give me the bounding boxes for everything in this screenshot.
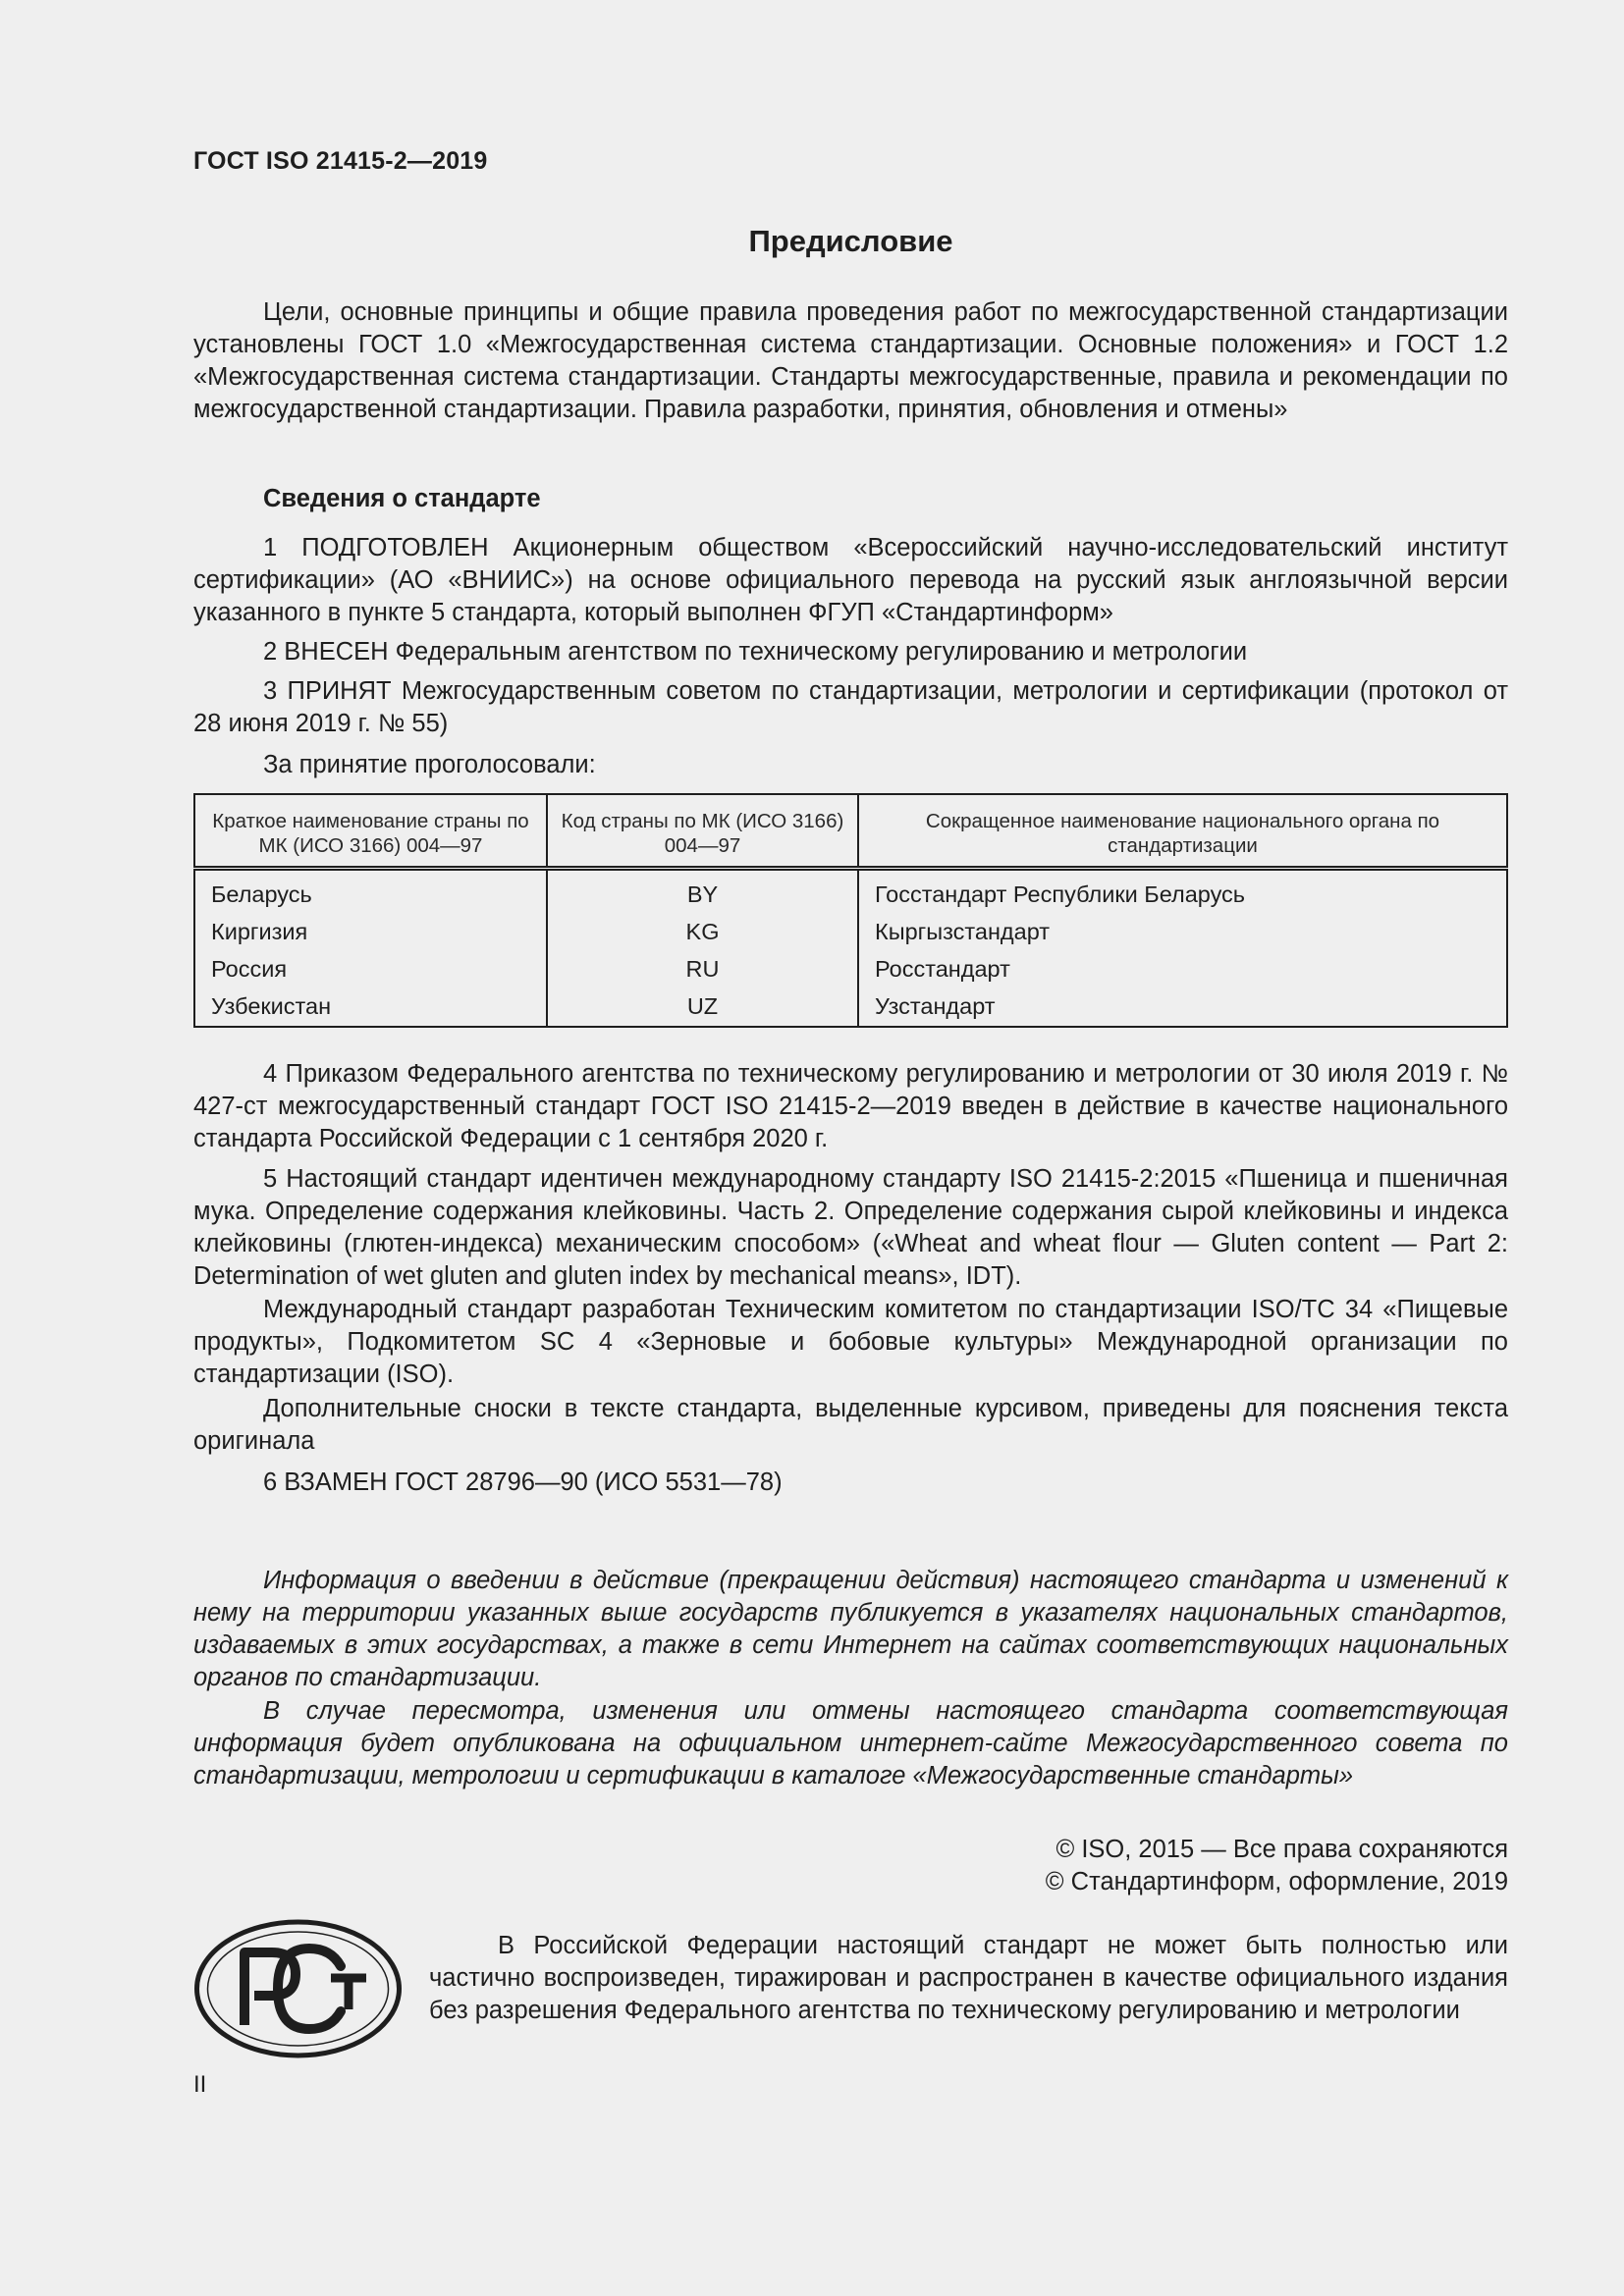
cell-code: RU <box>547 950 858 988</box>
table-row <box>194 869 1507 914</box>
cell-body: Узстандарт <box>858 988 1507 1027</box>
copyright-iso: © ISO, 2015 — Все права сохраняются <box>1056 1836 1508 1863</box>
item-5-footnotes: Дополнительные сноски в тексте стандарта, выделенные курсивом, приведены для пояснения текста оригинала <box>193 1395 1508 1455</box>
info-paragraph-2: В случае пересмотра, изменения или отмены настоящего стандарта соответствующая информация будет опубликована на официальном интернет-сайте Межгосударственного совета по стандартизации, метрологии и сертификации в каталоге «Межгосударственные стандарты» <box>193 1697 1508 1789</box>
table-row <box>194 988 1507 1027</box>
page-number: II <box>193 2071 207 2098</box>
info-paragraph-1: Информация о введении в действие (прекращении действия) настоящего стандарта и изменений к нему на территории указанных выше государств публикуется в указателях национальных стандартов, издаваемых в этих государствах, а также в сети Интернет на сайтах соответствующих национальных органов по стандартизации. <box>193 1567 1508 1691</box>
item-2-submitted: 2 ВНЕСЕН Федеральным агентством по техническому регулированию и метрологии <box>263 638 1248 666</box>
item-1-prepared: 1 ПОДГОТОВЛЕН Акционерным обществом «Всероссийский научно-исследовательский институт сертификации» (АО «ВНИИС») на основе официального перевода на русский язык англоязычной версии указанного в пункте 5 стандарта, который выполнен ФГУП «Стандартинформ» <box>193 534 1508 626</box>
item-4-order: 4 Приказом Федерального агентства по техническому регулированию и метрологии от 30 июля 2019 г. № 427-ст межгосударственный стандарт ГОСТ ISO 21415-2—2019 введен в действие в качестве национального стандарта Российской Федерации с 1 сентября 2020 г. <box>193 1060 1508 1152</box>
page-title: Предисловие <box>748 224 953 258</box>
about-heading: Сведения о стандарте <box>263 485 541 512</box>
rst-logo-icon <box>193 1919 403 2058</box>
cell-code: UZ <box>547 988 858 1027</box>
document-code-header: ГОСТ ISO 21415-2—2019 <box>193 147 488 175</box>
item-6-replaces: 6 ВЗАМЕН ГОСТ 28796—90 (ИСО 5531—78) <box>263 1468 783 1496</box>
cell-country: Россия <box>194 950 547 988</box>
cell-body: Госстандарт Республики Беларусь <box>858 869 1507 914</box>
copyright-standartinform: © Стандартинформ, оформление, 2019 <box>1045 1868 1508 1896</box>
cell-country: Киргизия <box>194 913 547 950</box>
cell-country: Беларусь <box>194 869 547 914</box>
cell-body: Росстандарт <box>858 950 1507 988</box>
intro-paragraph: Цели, основные принципы и общие правила проведения работ по межгосударственной стандартизации установлены ГОСТ 1.0 «Межгосударственная система стандартизации. Основные положения» и ГОСТ 1.2 «Межгосударственная система стандартизации. Стандарты межгосударственные, правила и рекомендации по межгосударственной стандартизации. Правила разработки, принятия, обновления и отмены» <box>193 298 1508 423</box>
cell-code: BY <box>547 869 858 914</box>
item-5-developer: Международный стандарт разработан Техническим комитетом по стандартизации ISO/TC 34 «Пищевые продукты», Подкомитетом SC 4 «Зерновые и бобовые культуры» Международной организации по стандартизации (ISO). <box>193 1296 1508 1388</box>
table-row <box>194 913 1507 950</box>
item-3-adopted: 3 ПРИНЯТ Межгосударственным советом по стандартизации, метрологии и сертификации (протокол от 28 июня 2019 г. № 55) <box>193 677 1508 737</box>
voted-label: За принятие проголосовали: <box>263 751 596 778</box>
table-header-row <box>194 794 1507 869</box>
table-row <box>194 950 1507 988</box>
voting-table <box>193 793 1508 1028</box>
column-header-country: Краткое наименование страны по МК (ИСО 3166) 004—97 <box>194 794 547 869</box>
column-header-body: Сокращенное наименование национального органа по стандартизации <box>858 794 1507 869</box>
cell-country: Узбекистан <box>194 988 547 1027</box>
reproduction-notice: В Российской Федерации настоящий стандарт не может быть полностью или частично воспроизведен, тиражирован и распространен в качестве официального издания без разрешения Федерального агентства по техническому регулированию и метрологии <box>429 1932 1508 2024</box>
cell-body: Кыргызстандарт <box>858 913 1507 950</box>
column-header-code: Код страны по МК (ИСО 3166) 004—97 <box>547 794 858 869</box>
cell-code: KG <box>547 913 858 950</box>
item-5-identical: 5 Настоящий стандарт идентичен международному стандарту ISO 21415-2:2015 «Пшеница и пшеничная мука. Определение содержания клейковины. Часть 2. Определение содержания сырой клейковины и индекса клейковины (глютен-индекса) механическим способом» («Wheat and wheat flour — Gluten content — Part 2: Determination of wet gluten and gluten index by mechanical means», IDT). <box>193 1165 1508 1290</box>
